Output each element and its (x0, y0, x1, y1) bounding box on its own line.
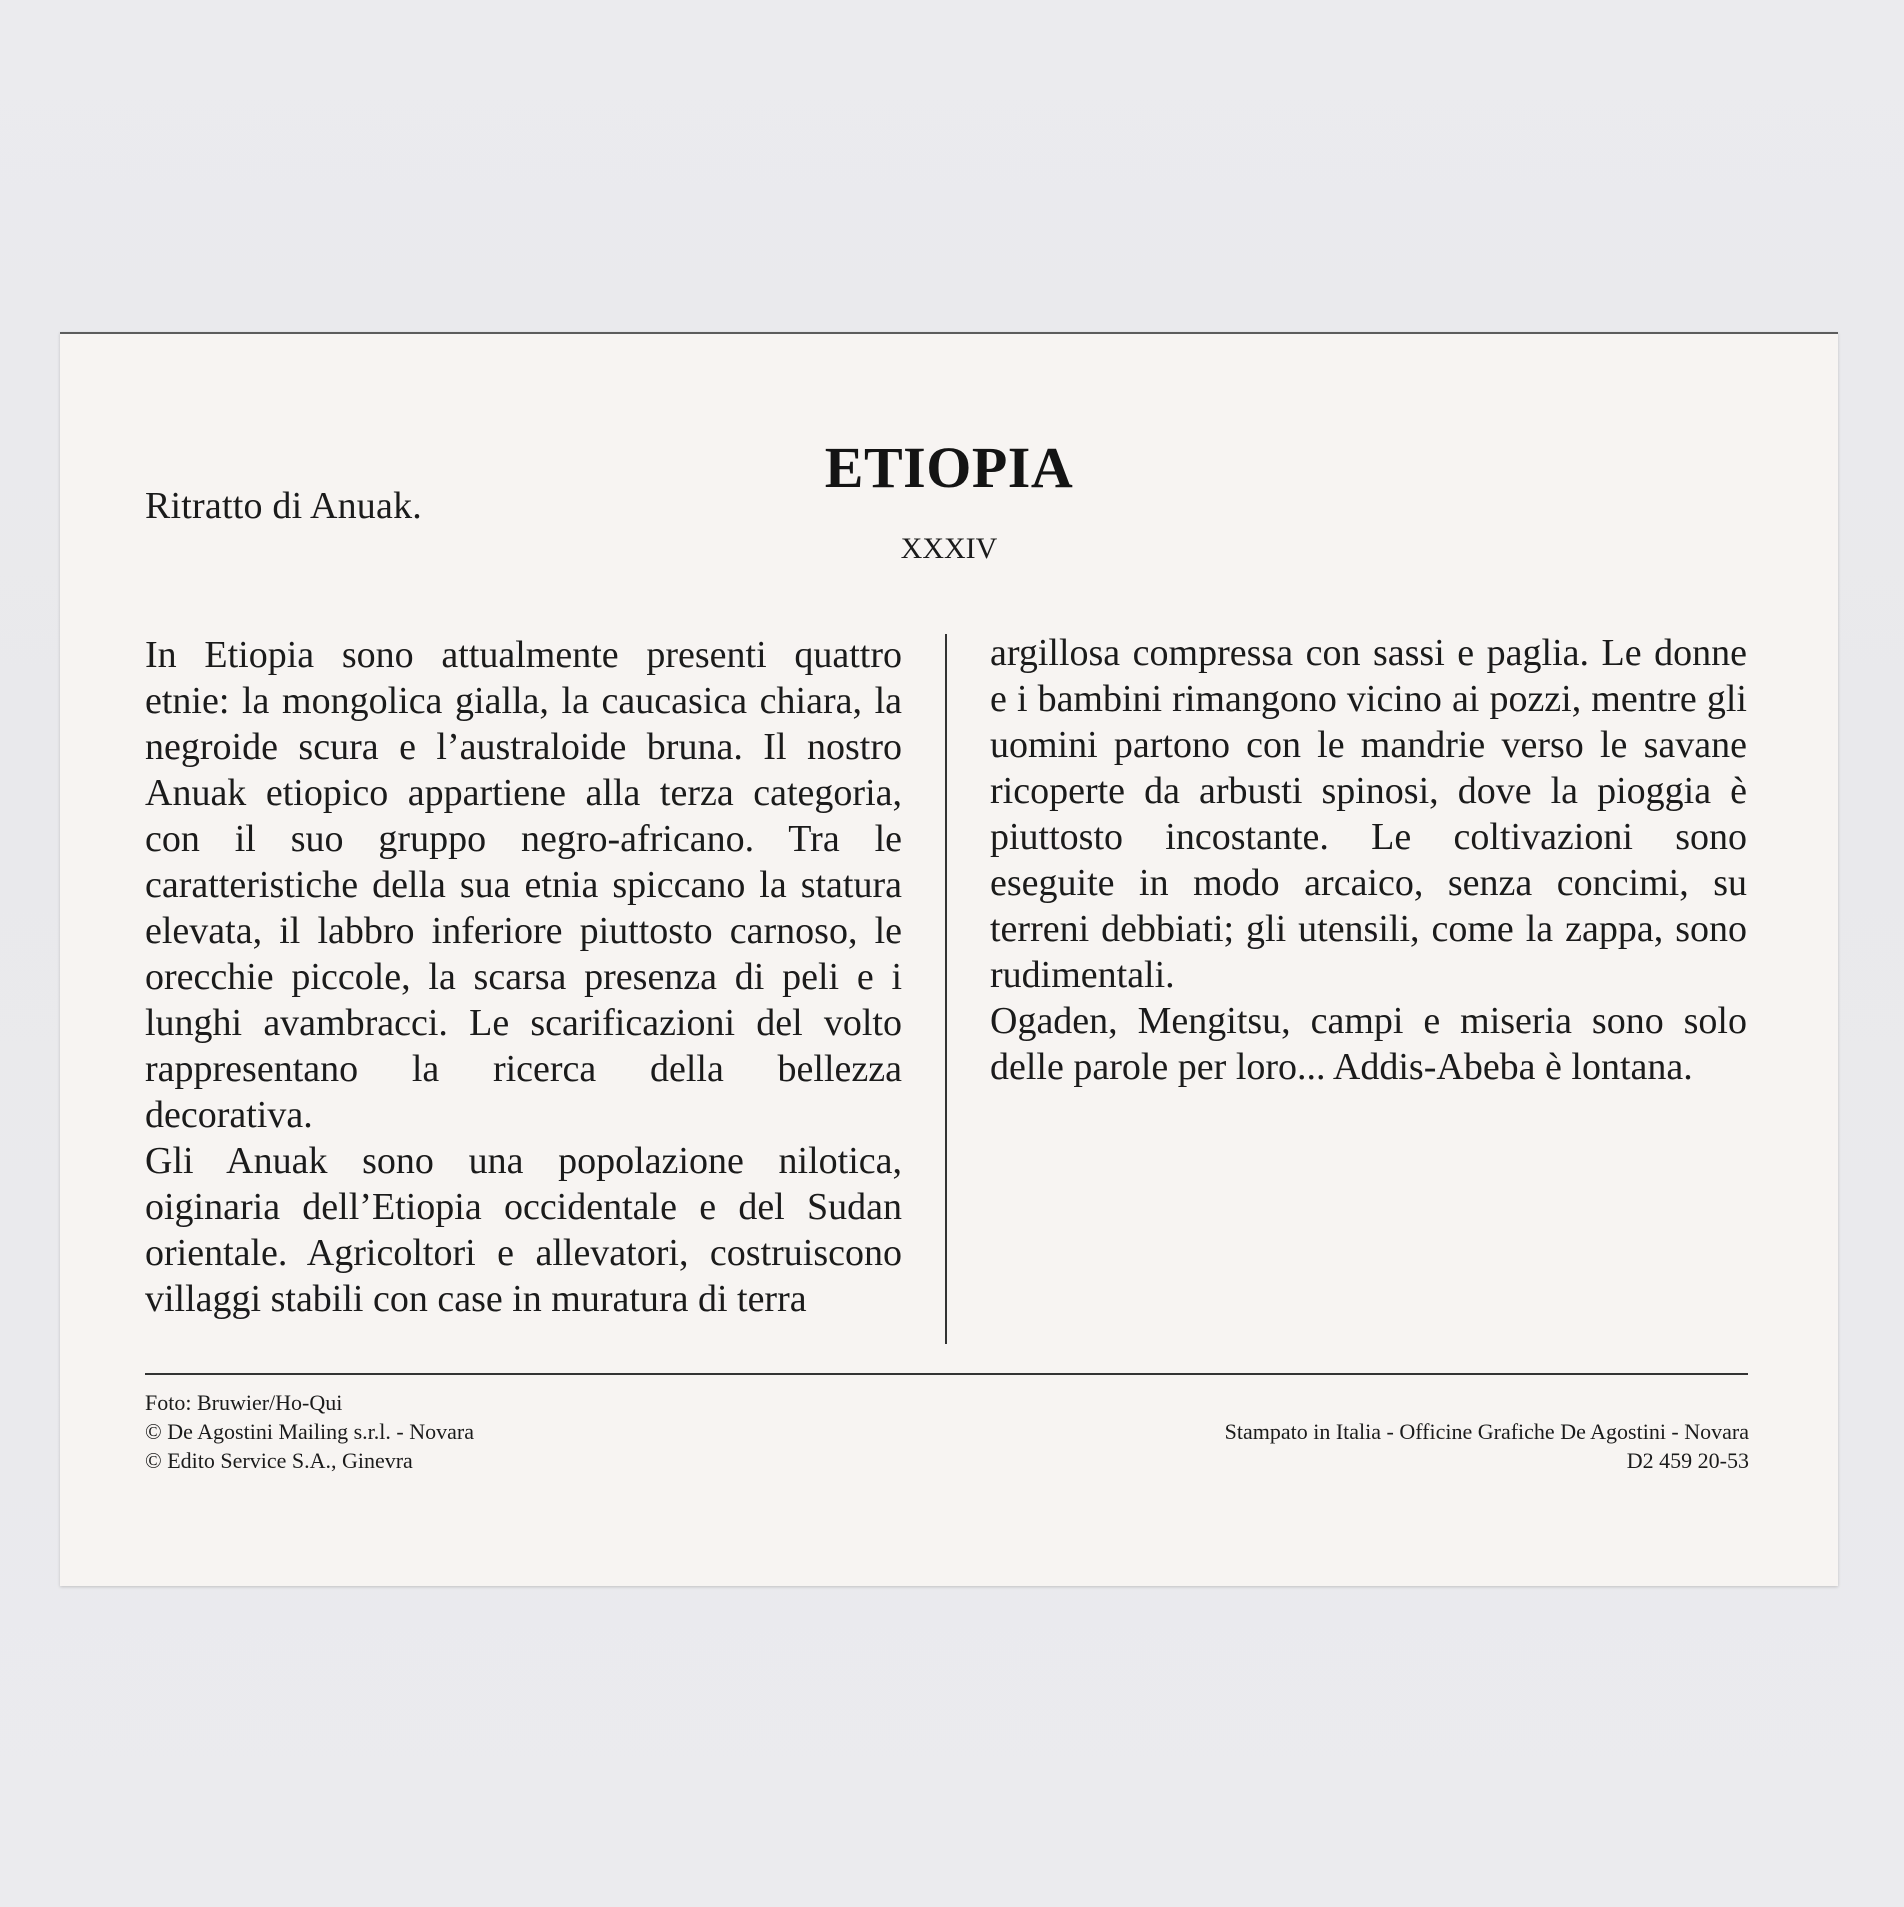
printer-info (1225, 1417, 1749, 1475)
text-column-left (145, 632, 902, 1322)
printer-line: Stampato in Italia - Officine Grafiche De Agostini - Novara (1224, 1419, 1749, 1444)
paragraph: Gli Anuak sono una popolazione nilotica, oiginaria dell’Etiopia occidentale e del Sudan orientale. Agricoltori e allevatori, costruiscono villaggi stabili con case in muratura di terra (145, 1140, 902, 1320)
photo-subject: Ritratto di Anuak. (145, 485, 422, 527)
postcard-back (60, 332, 1838, 1586)
paragraph: Ogaden, Mengitsu, campi e miseria sono solo delle parole per loro... Addis-Abeba è lontana. (990, 1000, 1747, 1088)
column-divider (945, 634, 947, 1344)
card-number: XXXIV (900, 532, 998, 565)
photo-credits (145, 1388, 474, 1475)
footer-divider (145, 1373, 1748, 1375)
printer-code: D2 459 20-53 (1626, 1448, 1749, 1473)
paragraph: argillosa compressa con sassi e paglia. Le donne e i bambini rimangono vicino ai pozzi, mentre gli uomini partono con le mandrie verso le savane ricoperte da arbusti spinosi, dove la pioggia è piuttosto incostante. Le coltivazioni sono eseguite in modo arcaico, senza concimi, su terreni debbiati; gli utensili, come la zappa, sono rudimentali. (990, 632, 1747, 996)
credit-line: © Edito Service S.A., Ginevra (145, 1448, 413, 1473)
card-title: ETIOPIA (824, 435, 1074, 500)
text-column-right (990, 630, 1747, 1090)
paragraph: In Etiopia sono attualmente presenti quattro etnie: la mongolica gialla, la caucasica chiara, la negroide scura e l’australoide bruna. Il nostro Anuak etiopico appartiene alla terza categoria, con il suo gruppo negro-africano. Tra le caratteristiche della sua etnia spiccano la statura elevata, il labbro inferiore piuttosto carnoso, le orecchie piccole, la scarsa presenza di peli e i lunghi avambracci. Le scarificazioni del volto rappresentano la ricerca della bellezza decorativa. (145, 634, 902, 1136)
credit-line: © De Agostini Mailing s.r.l. - Novara (145, 1419, 474, 1444)
credit-line: Foto: Bruwier/Ho-Qui (145, 1390, 343, 1415)
